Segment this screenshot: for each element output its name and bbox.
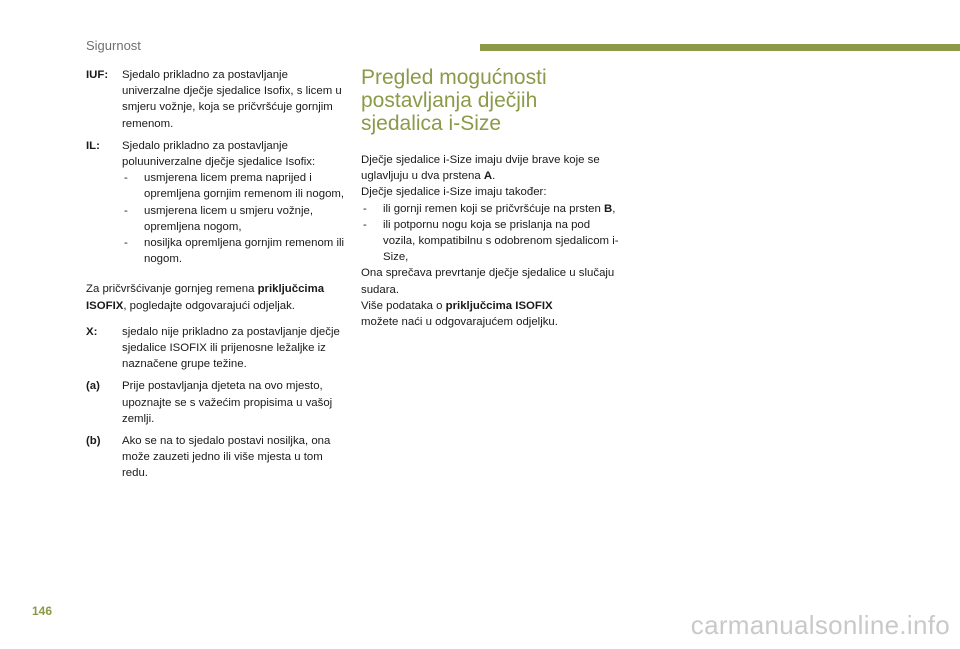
isofix-note (86, 281, 348, 313)
definition-text: Prije postavljanja djeteta na ovo mjesto, upoznajte se s važećim propisima u vašoj zemlji. (122, 380, 333, 425)
definition-a (86, 378, 348, 427)
definition-text: sjedalo nije prikladno za postavljanje dječje sjedalice ISOFIX ili prijenosne ležaljke iz naznačene grupe težine. (122, 325, 340, 371)
list-item: - ili potpornu nogu koja se prislanja na pod vozila, kompatibilnu s odobrenom sjedalicom i-Size, (361, 217, 621, 266)
definition-text: Sjedalo prikladno za postavljanje poluuniverzalne dječje sjedalice Isofix: (122, 139, 316, 169)
more-info (361, 298, 621, 330)
heading-line: sjedalica i-Size (361, 112, 502, 135)
more-bold: priključcima ISOFIX (445, 299, 553, 312)
left-column (86, 67, 348, 488)
il-options-list (122, 170, 348, 267)
list-item (361, 201, 621, 217)
note-bold: priključcima ISOFIX (86, 283, 325, 312)
list-item: - nosiljka opremljena gornjim remenom ili nogom. (122, 235, 348, 267)
item-text: ili gornji remen koji se pričvršćuje na prsten (383, 202, 604, 215)
definition-x (86, 324, 348, 373)
definition-term: IUF: (86, 69, 109, 81)
more-suffix: možete naći u odgovarajućem odjeljku. (361, 316, 558, 329)
item-end: , (612, 202, 616, 215)
heading-line: postavljanja dječjih (361, 89, 538, 112)
right-column (361, 66, 621, 330)
ring-a-label: A (483, 170, 493, 183)
definition-iuf (86, 67, 348, 132)
definition-body (122, 138, 348, 268)
watermark: carmanualsonline.info (690, 610, 950, 640)
intro-end: . (492, 170, 496, 183)
definition-term: (b) (86, 435, 101, 448)
intro-paragraph (361, 152, 621, 184)
list-item: - usmjerena licem u smjeru vožnje, opremljena nogom, (122, 203, 348, 235)
header-accent-bar (480, 44, 960, 51)
definition-term: IL: (86, 139, 100, 152)
definition-text: Ako se na to sjedalo postavi nosiljka, ona može zauzeti jedno ili više mjesta u tom redu. (122, 435, 331, 480)
definition-text: Sjedalo prikladno za postavljanje univerzalne dječje sjedalice Isofix, s licem u smjeru vožnje, koja se pričvršćuje gornjim remenom. (122, 69, 342, 130)
definition-il (86, 138, 348, 268)
definition-term: (a) (86, 380, 100, 393)
definition-term: X: (86, 325, 98, 338)
list-item: - usmjerena licem prema naprijed i opremljena gornjim remenom ili nogom, (122, 170, 348, 202)
definition-b (86, 433, 348, 482)
page-number: 146 (32, 604, 53, 618)
heading-line: Pregled mogućnosti (361, 66, 547, 89)
section-label: Sigurnost (86, 38, 141, 53)
features-list (361, 201, 621, 266)
section-heading (361, 66, 621, 135)
note-suffix: , pogledajte odgovarajući odjeljak. (123, 299, 295, 312)
note-prefix: Za pričvršćivanje gornjeg remena (86, 283, 258, 296)
more-prefix: Više podataka o (361, 299, 446, 312)
also-text: Dječje sjedalice i-Size imaju također: (361, 186, 547, 199)
ring-b-label: B (603, 202, 613, 215)
intro-text: Dječje sjedalice i-Size imaju dvije brave koje se uglavljuju u dva prstena (361, 154, 600, 183)
prevent-text: Ona sprečava prevrtanje dječje sjedalice u slučaju sudara. (361, 267, 615, 296)
